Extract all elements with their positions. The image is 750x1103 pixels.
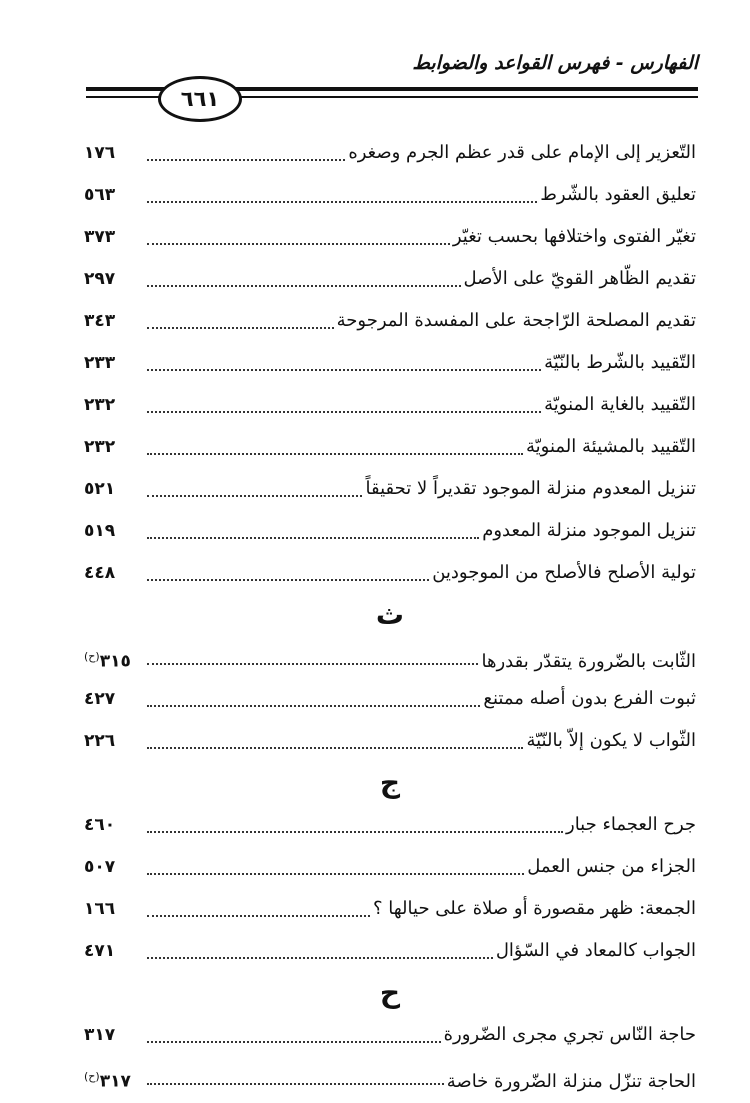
index-entry (84, 510, 696, 552)
entry-term: تقديم الظّاهر القويّ على الأصل (463, 268, 696, 289)
leader-dots (147, 829, 563, 833)
leader-dots (147, 535, 479, 539)
entry-term: تولية الأصلح فالأصلح من الموجودين (432, 562, 696, 583)
entry-term: التّقييد بالمشيئة المنويّة (525, 436, 696, 457)
page-number: ٦٦١ (180, 87, 220, 111)
section-letter: ث (375, 598, 405, 631)
leader-dots (147, 367, 541, 371)
entry-term: الحاجة تنزّل منزلة الضّرورة خاصة (446, 1070, 696, 1092)
index-entry (84, 846, 696, 888)
index-entry (84, 216, 696, 258)
entry-page: ٢٣٣ (84, 353, 116, 373)
entry-term: التّقييد بالغاية المنويّة (544, 394, 696, 415)
entry-term: الجمعة: ظهر مقصورة أو صلاة على حيالها ؟ (372, 898, 696, 919)
entry-page: $٣١٥^{(ح)}$ (84, 650, 131, 672)
index-entry (84, 678, 696, 720)
entry-term: الجزاء من جنس العمل (527, 856, 696, 877)
entry-page: ٣١٧ (84, 1025, 116, 1045)
index-entry (84, 258, 696, 300)
index-entry (84, 174, 696, 216)
entry-term: الثّواب لا يكون إلاّ بالنّيّة (526, 730, 696, 751)
entry-term: حاجة النّاس تجري مجرى الضّرورة (443, 1024, 696, 1045)
entry-mark: (ح) (84, 650, 100, 663)
entry-page: ٢٢٦ (84, 731, 116, 751)
entry-page: ٤٤٨ (84, 563, 116, 583)
leader-dots (147, 325, 334, 329)
running-title: الفهارس - فهرس القواعد والضوابط (412, 52, 698, 74)
entry-page: ٢٣٢ (84, 395, 116, 415)
leader-dots (147, 955, 493, 959)
entry-term: الجواب كالمعاد في السّؤال (495, 940, 696, 961)
index-entry (84, 300, 696, 342)
index-entry (84, 888, 696, 930)
leader-dots (147, 913, 370, 917)
entry-page: $٣١٧^{(ح)}$ (84, 1070, 131, 1092)
leader-dots (147, 577, 429, 581)
entry-term: تعليق العقود بالشّرط (540, 184, 696, 205)
leader-dots (147, 1081, 444, 1085)
index-entry (84, 1056, 696, 1098)
entry-page: ٤٧١ (84, 941, 116, 961)
entry-term: الثّابت بالضّرورة يتقدّر بقدرها (481, 650, 696, 672)
leader-dots (147, 1039, 441, 1043)
entry-page: ٢٣٢ (84, 437, 116, 457)
index-entry (84, 720, 696, 762)
entry-term: جرح العجماء جبار (566, 814, 696, 835)
leader-dots (147, 409, 541, 413)
section-letter: ج (379, 766, 401, 799)
index-entries (84, 132, 696, 1098)
index-entry (84, 426, 696, 468)
section-letter: ح (379, 976, 401, 1009)
entry-term: التّقييد بالشّرط بالنّيّة (544, 352, 696, 373)
leader-dots (147, 661, 478, 665)
entry-mark: (ح) (84, 1070, 100, 1083)
index-entry (84, 930, 696, 972)
entry-page: ٥٢١ (84, 479, 116, 499)
index-entry (84, 552, 696, 594)
entry-page: ٣٤٣ (84, 311, 116, 331)
entry-term: تقديم المصلحة الرّاجحة على المفسدة المرجوحة (336, 310, 696, 331)
entry-term: تنزيل الموجود منزلة المعدوم (482, 520, 696, 541)
index-entry (84, 132, 696, 174)
leader-dots (147, 157, 345, 161)
entry-page: ٥١٩ (84, 521, 116, 541)
entry-page: ١٦٦ (84, 899, 116, 919)
entry-page: ٤٦٠ (84, 815, 116, 835)
entry-page: ٥٦٣ (84, 185, 116, 205)
leader-dots (147, 871, 524, 875)
index-entry (84, 384, 696, 426)
leader-dots (147, 199, 537, 203)
entry-page: ٣٧٣ (84, 227, 116, 247)
index-entry (84, 804, 696, 846)
page-number-badge (158, 76, 242, 122)
entry-term: تغيّر الفتوى واختلافها بحسب تغيّر (452, 226, 696, 247)
leader-dots (147, 451, 523, 455)
entry-term: تنزيل المعدوم منزلة الموجود تقديراً لا تحقيقاً (365, 478, 696, 499)
entry-page: ١٧٦ (84, 143, 116, 163)
index-entry (84, 636, 696, 678)
index-entry (84, 468, 696, 510)
index-entry (84, 342, 696, 384)
leader-dots (147, 241, 450, 245)
leader-dots (147, 493, 362, 497)
entry-term: التّعزير إلى الإمام على قدر عظم الجرم وصغره (348, 142, 696, 163)
entry-page: ٥٠٧ (84, 857, 116, 877)
index-entry (84, 1014, 696, 1056)
entry-page: ٤٢٧ (84, 689, 116, 709)
leader-dots (147, 703, 480, 707)
leader-dots (147, 283, 461, 287)
leader-dots (147, 745, 523, 749)
entry-term: ثبوت الفرع بدون أصله ممتنع (483, 688, 696, 709)
entry-page: ٢٩٧ (84, 269, 116, 289)
